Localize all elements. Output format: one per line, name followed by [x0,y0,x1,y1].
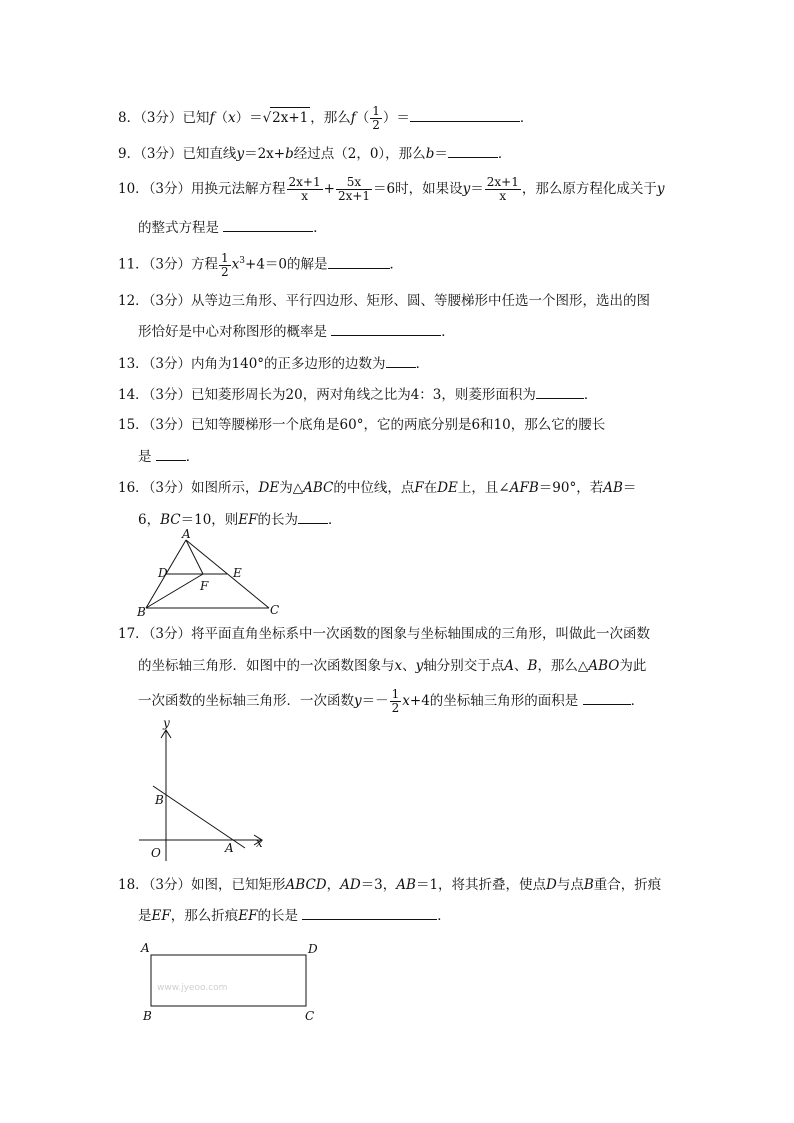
label-c: C [305,1009,315,1023]
coordinate-figure [135,716,270,866]
question-16-line2: 6，BC＝10，则EF的长为 ． [138,509,342,530]
answer-blank[interactable] [328,254,390,269]
answer-blank[interactable] [410,107,520,122]
fraction: $\frac{2x+1}{x}$ [486,175,519,203]
question-9: 9．（3分）已知直线y＝2x+b经过点（2，0），那么b＝ ． [118,143,511,164]
answer-blank[interactable] [536,384,584,399]
label-x: x [256,836,263,850]
label-a: A [141,941,150,955]
question-17: 17．（3分）将平面直角坐标系中一次函数的图象与坐标轴围成的三角形，叫做此一次函数 [118,626,651,642]
watermark: www.jyeoo.com [157,983,228,993]
sqrt-radicand: 2x+1 [270,107,310,128]
answer-blank[interactable] [331,321,441,336]
rectangle-figure [135,938,325,1028]
label-o: O [151,846,161,860]
label-c: C [270,603,280,617]
answer-blank[interactable] [302,905,437,920]
answer-blank[interactable] [156,446,186,461]
question-18: 18．（3分）如图，已知矩形ABCD，AD＝3，AB＝1，将其折叠，使点D与点B重合，折痕 [118,877,662,893]
question-18-line2: 是EF，那么折痕EF的长是 ． [138,905,451,926]
question-12: 12．（3分）从等边三角形、平行四边形、矩形、圆、等腰梯形中任选一个图形，选出的图 [118,293,651,309]
answer-blank[interactable] [223,217,313,232]
question-10: 10．（3分）用换元法解方程 $\frac{2x+1}{x}$ + $\frac{5x}{2x+1}$ ＝6时，如果设y＝ $\frac{2x+1}{x}$ ，那么原方程化成关于y [118,175,665,203]
fraction: $\frac{5x}{2x+1}$ [337,175,371,203]
label-b: B [143,1009,152,1023]
label-f: F [200,579,209,593]
question-12-line2: 形恰好是中心对称图形的概率是 ． [138,321,455,342]
answer-blank[interactable] [583,690,631,705]
answer-blank[interactable] [298,509,328,524]
label-a: A [225,841,234,855]
label-a: A [182,528,191,541]
answer-blank[interactable] [448,143,498,158]
label-d: D [158,566,168,580]
question-17-line3: 一次函数的坐标轴三角形．一次函数y＝－ $\frac{1}{2}$ x+4的坐标轴三角形的面积是 ． [138,687,645,715]
fraction: $\frac{2x+1}{x}$ [288,175,321,203]
label-b: B [155,793,164,807]
label-y: y [163,716,170,730]
question-13: 13．（3分）内角为140°的正多边形的边数为 ． [118,353,429,374]
question-15-line2: 是 ． [138,446,199,467]
question-16: 16．（3分）如图所示，DE为△ABC的中位线，点F在DE上，且∠AFB＝90°，若AB＝ [118,480,637,496]
question-8: 8．（3分）已知f（x）＝√2x+1 ，那么f（ $\frac{1}{2}$ ）＝ ． [118,104,534,132]
question-17-line2: 的坐标轴三角形．如图中的一次函数图象与x、y轴分别交于点A、B，那么△ABO为此 [138,658,647,674]
question-15: 15．（3分）已知等腰梯形一个底角是60°，它的两底分别是6和10，那么它的腰长 [118,417,606,433]
label-d: D [308,942,318,956]
label-b: B [137,605,146,619]
fraction: $\frac{1}{2}$ [391,687,400,715]
label-e: E [233,566,242,580]
question-14: 14．（3分）已知菱形周长为20，两对角线之比为4：3，则菱形面积为 ． [118,384,597,405]
fraction: $\frac{1}{2}$ [372,104,380,132]
question-10-line2: 的整式方程是 ． [138,217,327,238]
answer-blank[interactable] [386,353,416,368]
question-11: 11．（3分）方程 $\frac{1}{2}$ $x^3+4=0$的解是 ． [118,250,404,279]
triangle-figure [130,528,290,620]
fraction: $\frac{1}{2}$ [221,250,229,279]
